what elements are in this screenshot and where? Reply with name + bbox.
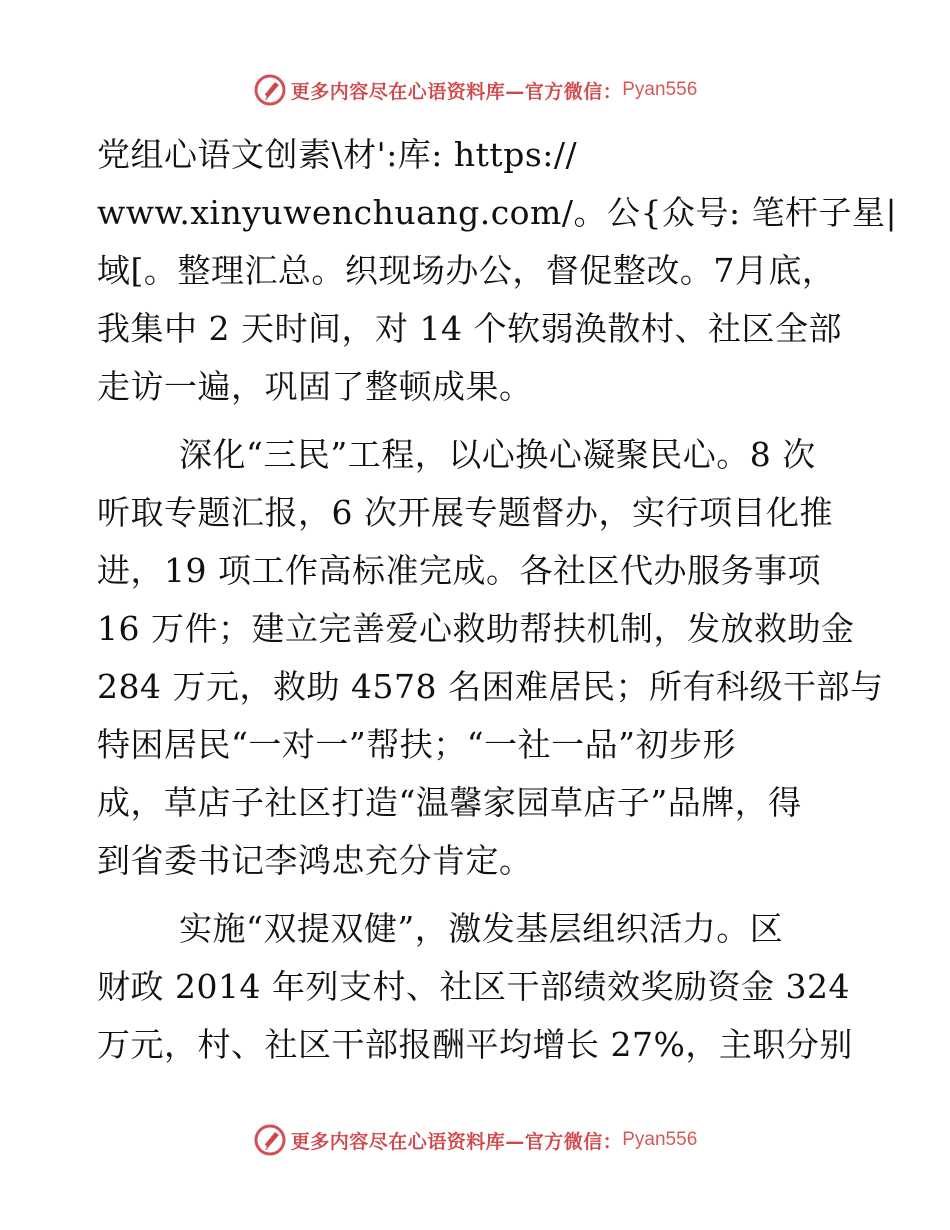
paragraph-first-line: 实施“双提双健”，激发基层组织活力。区 (179, 909, 784, 948)
text-line: www.xinyuwenchuang.com/。公{众号: 笔杆子星| (97, 193, 898, 232)
text-line: 听取专题汇报，6 次开展专题督办，实行项目化推 (97, 493, 833, 532)
paragraph-gap (97, 416, 867, 426)
text-line: 万元，村、社区干部报酬平均增长 27%，主职分别 (97, 1025, 853, 1064)
watermark-account: Pyan556 (622, 1129, 698, 1150)
paragraph-gap (97, 890, 867, 900)
text-line: 到省委书记李鸿忠充分肯定。 (97, 841, 533, 880)
text-line: 财政 2014 年列支村、社区干部绩效奖励资金 324 (97, 967, 850, 1006)
text-line: 284 万元，救助 4578 名困难居民；所有科级干部与 (97, 667, 884, 706)
text-line: 成，草店子社区打造“温馨家园草店子”品牌，得 (97, 783, 802, 822)
watermark-account: Pyan556 (622, 79, 698, 100)
text-line: 16 万件；建立完善爱心救助帮扶机制，发放救助金 (97, 609, 855, 648)
footer-watermark (0, 1120, 950, 1160)
text-line: 走访一遍，巩固了整顿成果。 (97, 367, 533, 406)
document-body (97, 126, 898, 1074)
pen-logo-icon (253, 73, 287, 107)
watermark-text: 更多内容尽在心语资料库—官方微信： (290, 1130, 623, 1153)
text-line: 域[。整理汇总。织现场办公，督促整改。7月底， (97, 251, 836, 290)
pen-logo-icon (253, 1123, 287, 1157)
watermark-text: 更多内容尽在心语资料库—官方微信： (290, 80, 623, 103)
text-line: 进，19 项工作高标准完成。各社区代办服务事项 (97, 551, 821, 590)
text-line: 我集中 2 天时间，对 14 个软弱涣散村、社区全部 (97, 309, 842, 348)
text-line: 党组心语文创素\材':库: https:// (97, 135, 578, 174)
header-watermark (0, 70, 950, 110)
text-line: 特困居民“一对一”帮扶；“一社一品”初步形 (97, 725, 736, 764)
paragraph-first-line: 深化“三民”工程，以心换心凝聚民心。8 次 (179, 435, 816, 474)
